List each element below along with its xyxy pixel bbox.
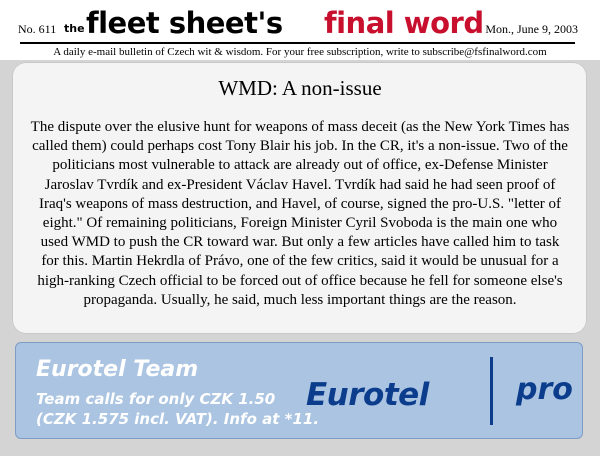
ad-line-1: Team calls for only CZK 1.50 [36,390,276,408]
newsletter-logo [64,6,484,46]
issue-date: Mon., June 9, 2003 [485,22,578,36]
ad-divider [490,357,493,425]
masthead [0,0,600,60]
tagline: A daily e-mail bulletin of Czech wit & wisdom. For your free subscription, write to subscribe@fsfinalword.com [53,46,547,58]
article-headline: WMD: A non-issue [218,76,382,100]
eurotel-ad-banner[interactable] [15,342,583,439]
logo-the: the [64,22,85,35]
logo-accent: final word [324,6,484,40]
ad-product-name: pro [516,372,573,407]
ad-title: Eurotel Team [36,357,199,382]
logo-main: fleet sheet's [86,6,283,40]
article-body: The dispute over the elusive hunt for weapons of mass deceit (as the New York Times has called them) could perhaps cost Tony Blair his job. In the CR, it's a non-issue. Two of the politicians most vulnerable to attack are already out of office, ex-Defense Minister Jaroslav Tvrdík and ex-President Václav Havel. Tvrdík had said he had seen proof of Iraq's weapons of mass destruction, and Havel, of course, signed the pro-U.S. "letter of eight." Of remaining politicians, Foreign Minister Cyril Svoboda is the main one who used WMD to push the CR toward war. But only a few articles have called him to task for this. Martin Hekrdla of Právo, one of the few critics, said it would be unusual for a high-ranking Czech official to be forced out of office because he fell for someone else's propaganda. Usually, he said, much less important things are the reason. [30,119,570,308]
masthead-rule [20,42,575,44]
ad-line-2: (CZK 1.575 incl. VAT). Info at *11. [36,410,320,428]
issue-number: No. 611 [18,22,57,36]
eurotel-logo: Eurotel [306,377,429,413]
